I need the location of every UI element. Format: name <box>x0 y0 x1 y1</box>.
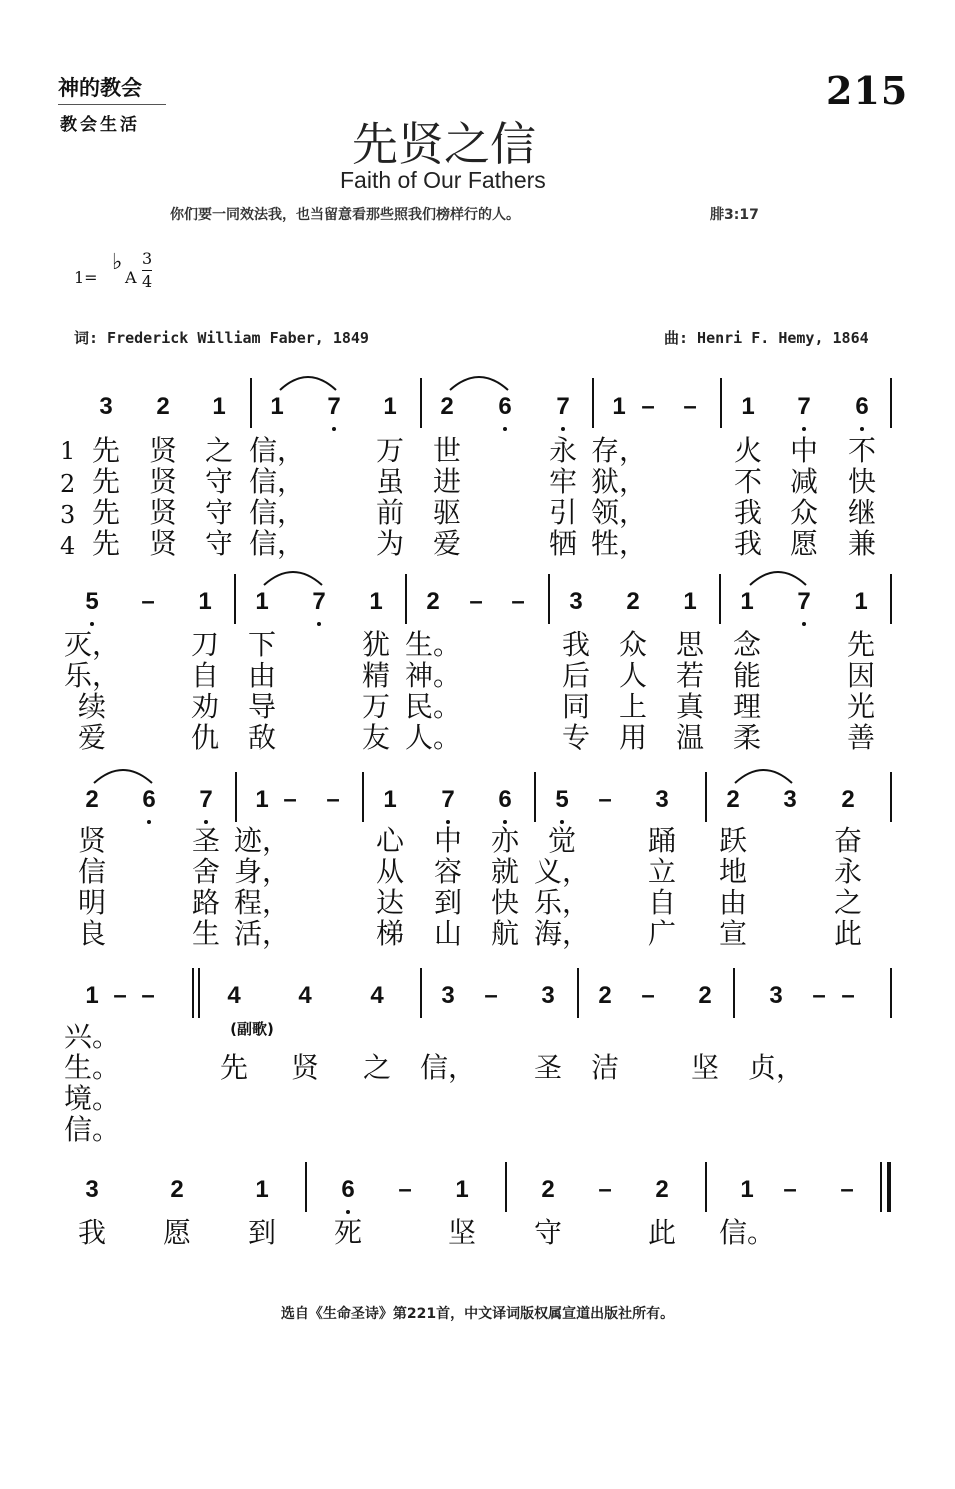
lyric-syllable: 贤 <box>148 496 178 529</box>
lyric-syllable: 我 <box>733 527 763 560</box>
lyric-syllable: 迹， <box>233 824 291 857</box>
lyric-syllable: 不 <box>733 465 763 498</box>
lyric-syllable: 信。 <box>63 1113 121 1146</box>
lyric-syllable: 从 <box>375 855 405 888</box>
note: 2 <box>655 1176 669 1203</box>
lyric-syllable: 火 <box>733 434 763 467</box>
lyric-syllable: 到 <box>433 886 463 919</box>
dash-extension: – <box>812 982 826 1009</box>
note: 5 <box>555 786 569 813</box>
dash-extension: – <box>326 786 340 813</box>
lower-octave-dot <box>802 427 806 431</box>
lyric-syllable: 狱， <box>590 465 648 498</box>
lower-octave-dot <box>90 622 94 626</box>
lyric-syllable: 之 <box>833 886 863 919</box>
lyric-syllable: 兴。 <box>63 1020 121 1053</box>
slur <box>450 377 508 390</box>
bar-line <box>548 574 550 624</box>
verse-number: 4 <box>60 532 76 560</box>
lyric-syllable: 刀 <box>190 628 220 661</box>
verse-number: 2 <box>60 470 76 498</box>
lyric-syllable: 坚 <box>447 1216 477 1249</box>
lyric-syllable: 先 <box>91 527 121 560</box>
lyric-syllable: 航 <box>490 917 520 950</box>
lyric-syllable: 柔 <box>732 721 762 754</box>
time-signature <box>142 248 152 293</box>
lyric-syllable: 犹 <box>361 628 391 661</box>
lyric-syllable: 亦 <box>490 824 520 857</box>
lyric-syllable: 存， <box>590 434 648 467</box>
note: 2 <box>598 982 612 1009</box>
note: 2 <box>541 1176 555 1203</box>
composer-credit: 曲: Henri F. Hemy, 1864 <box>664 329 869 347</box>
lyric-syllable: 贤 <box>148 465 178 498</box>
slur <box>94 770 152 783</box>
lyric-syllable: 贤 <box>77 824 107 857</box>
bar-line <box>592 378 594 428</box>
lyric-syllable: 爱 <box>432 527 462 560</box>
lyric-syllable: 路 <box>191 886 221 919</box>
lyric-syllable: 精 <box>361 659 391 692</box>
bar-line <box>887 1162 891 1212</box>
lyric-syllable: 乐， <box>63 659 121 692</box>
note: 3 <box>569 588 583 615</box>
note: 3 <box>99 393 113 420</box>
lyric-syllable: 前 <box>375 496 405 529</box>
lyric-syllable: 若 <box>675 659 705 692</box>
note: 2 <box>726 786 740 813</box>
note: 4 <box>370 982 384 1009</box>
lyric-syllable: 跃 <box>718 824 748 857</box>
note: 1 <box>683 588 697 615</box>
lyric-syllable: 达 <box>375 886 405 919</box>
lyric-syllable: 众 <box>789 496 819 529</box>
note: 3 <box>541 982 555 1009</box>
lyric-syllable: 由 <box>247 659 277 692</box>
note: 1 <box>198 588 212 615</box>
note: 1 <box>612 393 626 420</box>
dash-extension: – <box>841 982 855 1009</box>
lyric-syllable: 贤 <box>148 434 178 467</box>
lyric-syllable: 我 <box>561 628 591 661</box>
note: 1 <box>270 393 284 420</box>
bar-line <box>880 1162 882 1212</box>
bar-line <box>720 378 722 428</box>
lyric-syllable: 人 <box>618 659 648 692</box>
lyric-syllable: 信， <box>248 465 306 498</box>
category-sub: 教会生活 <box>60 115 140 135</box>
dash-extension: – <box>398 1176 412 1203</box>
note: 7 <box>556 393 570 420</box>
lyric-syllable: 立 <box>647 855 677 888</box>
dash-extension: – <box>141 588 155 615</box>
lyric-syllable: 因 <box>846 659 876 692</box>
lyric-syllable: 减 <box>789 465 819 498</box>
lyric-syllable: 续 <box>77 690 107 723</box>
bar-line <box>577 968 579 1018</box>
note: 6 <box>341 1176 355 1203</box>
slur <box>264 572 322 585</box>
lyric-syllable: 先 <box>91 496 121 529</box>
lyric-syllable: 生。 <box>404 628 462 661</box>
note: 1 <box>85 982 99 1009</box>
note: 1 <box>854 588 868 615</box>
lyric-syllable: 自 <box>190 659 220 692</box>
dash-extension: – <box>641 393 655 420</box>
bar-line <box>505 1162 507 1212</box>
lyric-syllable: 众 <box>618 628 648 661</box>
lyric-syllable: 中 <box>789 434 819 467</box>
bar-line <box>733 968 735 1018</box>
lyric-syllable: 引 <box>548 496 578 529</box>
bar-line <box>890 772 892 822</box>
lyric-syllable: 先 <box>219 1051 249 1084</box>
lyric-syllable: 后 <box>561 659 591 692</box>
flat-sign-icon: ♭ <box>112 250 123 275</box>
lower-octave-dot <box>332 427 336 431</box>
dash-extension: – <box>283 786 297 813</box>
lower-octave-dot <box>147 820 151 824</box>
note: 1 <box>383 786 397 813</box>
lyric-syllable: 洁 <box>590 1051 620 1084</box>
note: 7 <box>797 393 811 420</box>
lyric-syllable: 宣 <box>718 917 748 950</box>
lyric-syllable: 牢 <box>548 465 578 498</box>
lyric-syllable: 信， <box>248 434 306 467</box>
lyric-syllable: 念 <box>732 628 762 661</box>
note: 3 <box>441 982 455 1009</box>
lyric-syllable: 圣 <box>191 824 221 857</box>
lyric-syllable: 为 <box>375 527 405 560</box>
verse-number: 3 <box>60 501 76 529</box>
lyric-syllable: 奋 <box>833 824 863 857</box>
note: 2 <box>841 786 855 813</box>
bar-line <box>362 772 364 822</box>
lyric-syllable: 民。 <box>404 690 462 723</box>
bar-line <box>234 574 236 624</box>
lower-octave-dot <box>561 427 565 431</box>
dash-extension: – <box>683 393 697 420</box>
lyric-syllable: 敌 <box>247 721 277 754</box>
lyric-syllable: 善 <box>846 721 876 754</box>
key-note: A <box>125 268 137 287</box>
lyric-syllable: 活， <box>233 917 291 950</box>
lyric-syllable: 贤 <box>148 527 178 560</box>
note: 2 <box>698 982 712 1009</box>
copyright-footer: 选自《生命圣诗》第221首，中文译词版权属宣道出版社所有。 <box>280 1306 675 1322</box>
note: 1 <box>369 588 383 615</box>
bar-line <box>405 574 407 624</box>
lyric-syllable: 能 <box>732 659 762 692</box>
lyric-syllable: 同 <box>561 690 591 723</box>
lyric-syllable: 兼 <box>847 527 877 560</box>
lyric-syllable: 容 <box>433 855 463 888</box>
lyric-syllable: 守 <box>204 527 234 560</box>
note: 6 <box>498 786 512 813</box>
bar-line <box>719 574 721 624</box>
lower-octave-dot <box>802 622 806 626</box>
category-main: 神的教会 <box>58 75 142 100</box>
lyric-syllable: 仇 <box>190 721 220 754</box>
lyric-syllable: 理 <box>732 690 762 723</box>
note: 2 <box>440 393 454 420</box>
lyric-syllable: 先 <box>91 465 121 498</box>
lyric-syllable: 自 <box>647 886 677 919</box>
lyric-syllable: 到 <box>247 1216 277 1249</box>
lyric-syllable: 心 <box>375 824 405 857</box>
lyric-syllable: 此 <box>833 917 863 950</box>
lyric-syllable: 此 <box>647 1216 677 1249</box>
note: 1 <box>455 1176 469 1203</box>
bar-line <box>420 968 422 1018</box>
lower-octave-dot <box>860 427 864 431</box>
lyric-syllable: 之 <box>362 1051 392 1084</box>
lyric-syllable: 死 <box>333 1216 363 1249</box>
lyric-syllable: 守 <box>204 496 234 529</box>
lyric-syllable: 信， <box>419 1051 477 1084</box>
lyric-syllable: 踊 <box>647 824 677 857</box>
lyric-syllable: 信。 <box>718 1216 776 1249</box>
lyric-syllable: 之 <box>204 434 234 467</box>
bar-line <box>198 968 200 1018</box>
note: 1 <box>255 588 269 615</box>
bar-line <box>235 772 237 822</box>
lyric-syllable: 乐， <box>533 886 591 919</box>
note: 2 <box>156 393 170 420</box>
note: 2 <box>626 588 640 615</box>
note: 5 <box>85 588 99 615</box>
lyric-syllable: 先 <box>846 628 876 661</box>
note: 6 <box>855 393 869 420</box>
lyric-syllable: 快 <box>847 465 877 498</box>
dash-extension: – <box>840 1176 854 1203</box>
bar-line <box>305 1162 307 1212</box>
bar-line <box>250 378 252 428</box>
bar-line <box>534 772 536 822</box>
lyric-syllable: 愿 <box>789 527 819 560</box>
bar-line <box>890 378 892 428</box>
note: 6 <box>142 786 156 813</box>
dash-extension: – <box>113 982 127 1009</box>
note: 7 <box>441 786 455 813</box>
dash-extension: – <box>511 588 525 615</box>
note: 2 <box>170 1176 184 1203</box>
lyric-syllable: 永 <box>548 434 578 467</box>
note: 7 <box>312 588 326 615</box>
lyric-syllable: 山 <box>433 917 463 950</box>
note: 1 <box>383 393 397 420</box>
lyric-syllable: 生 <box>191 917 221 950</box>
note: 1 <box>740 588 754 615</box>
lower-octave-dot <box>503 427 507 431</box>
lyricist-credit: 词: Frederick William Faber, 1849 <box>74 329 369 347</box>
lyric-syllable: 快 <box>490 886 520 919</box>
lyric-syllable: 梯 <box>375 917 405 950</box>
lyric-syllable: 虽 <box>375 465 405 498</box>
lyric-syllable: 坚 <box>690 1051 720 1084</box>
note: 1 <box>255 786 269 813</box>
lyric-syllable: 地 <box>718 855 748 888</box>
note: 2 <box>426 588 440 615</box>
lyric-syllable: 愿 <box>162 1216 192 1249</box>
note: 3 <box>769 982 783 1009</box>
lyric-syllable: 进 <box>432 465 462 498</box>
lyric-syllable: 生。 <box>63 1051 121 1084</box>
lyric-syllable: 良 <box>77 917 107 950</box>
scripture-verse: 你们要一同效法我，也当留意看那些照我们榜样行的人。 <box>170 207 520 223</box>
lyric-syllable: 境。 <box>63 1082 121 1115</box>
dash-extension: – <box>469 588 483 615</box>
lyric-syllable: 上 <box>618 690 648 723</box>
lyric-syllable: 世 <box>432 434 462 467</box>
hymn-title: 先贤之信 <box>352 117 536 171</box>
refrain-label: (副歌) <box>230 1020 274 1038</box>
note: 6 <box>498 393 512 420</box>
lyric-syllable: 程， <box>233 886 291 919</box>
lyric-syllable: 明 <box>77 886 107 919</box>
note: 4 <box>227 982 241 1009</box>
lyric-syllable: 牺 <box>548 527 578 560</box>
slur <box>750 572 806 585</box>
time-signature-top: 3 <box>142 249 153 268</box>
lyric-syllable: 信， <box>248 527 306 560</box>
lyric-syllable: 继 <box>847 496 877 529</box>
lyric-syllable: 广 <box>647 917 677 950</box>
lyric-syllable: 我 <box>77 1216 107 1249</box>
lyric-syllable: 劝 <box>190 690 220 723</box>
lyric-syllable: 不 <box>847 434 877 467</box>
note: 7 <box>327 393 341 420</box>
hymn-number: 215 <box>826 68 909 113</box>
lyric-syllable: 身， <box>233 855 291 888</box>
lyric-syllable: 贤 <box>290 1051 320 1084</box>
lyric-syllable: 专 <box>561 721 591 754</box>
lyric-syllable: 贞， <box>747 1051 805 1084</box>
bar-line <box>705 772 707 822</box>
lyric-syllable: 驱 <box>432 496 462 529</box>
lyric-syllable: 友 <box>361 721 391 754</box>
dash-extension: – <box>783 1176 797 1203</box>
lyric-syllable: 舍 <box>191 855 221 888</box>
lyric-syllable: 海， <box>533 917 591 950</box>
lyric-syllable: 义， <box>533 855 591 888</box>
verse-number: 1 <box>60 437 76 465</box>
slur <box>280 377 336 390</box>
time-signature-bottom: 4 <box>142 272 153 291</box>
lyric-syllable: 领， <box>590 496 648 529</box>
lyric-syllable: 信， <box>248 496 306 529</box>
note: 1 <box>212 393 226 420</box>
key-prefix: 1= <box>74 268 98 287</box>
slur <box>735 770 792 783</box>
bar-line <box>705 1162 707 1212</box>
lyric-syllable: 人。 <box>404 721 462 754</box>
lyric-syllable: 下 <box>247 628 277 661</box>
hymn-title-english: Faith of Our Fathers <box>340 167 546 193</box>
note: 1 <box>741 393 755 420</box>
dash-extension: – <box>598 786 612 813</box>
dash-extension: – <box>141 982 155 1009</box>
dash-extension: – <box>598 1176 612 1203</box>
note: 3 <box>655 786 669 813</box>
note: 7 <box>797 588 811 615</box>
lyric-syllable: 导 <box>247 690 277 723</box>
bar-line <box>420 378 422 428</box>
lyric-syllable: 万 <box>361 690 391 723</box>
bar-line <box>192 968 194 1018</box>
lyric-syllable: 爱 <box>77 721 107 754</box>
lyric-syllable: 用 <box>618 721 648 754</box>
lyric-syllable: 思 <box>675 628 705 661</box>
lyric-syllable: 真 <box>675 690 705 723</box>
lower-octave-dot <box>317 622 321 626</box>
lyric-syllable: 守 <box>204 465 234 498</box>
note: 3 <box>85 1176 99 1203</box>
category-divider <box>58 104 166 105</box>
lyric-syllable: 信 <box>77 855 107 888</box>
lyric-syllable: 我 <box>733 496 763 529</box>
lyric-syllable: 光 <box>846 690 876 723</box>
lyric-syllable: 由 <box>718 886 748 919</box>
lyric-syllable: 中 <box>433 824 463 857</box>
lyric-syllable: 温 <box>675 721 705 754</box>
note: 2 <box>85 786 99 813</box>
note: 1 <box>740 1176 754 1203</box>
lyric-syllable: 圣 <box>533 1051 563 1084</box>
note: 1 <box>255 1176 269 1203</box>
lyric-syllable: 牲， <box>590 527 648 560</box>
dash-extension: – <box>641 982 655 1009</box>
scripture-reference: 腓3:17 <box>710 207 759 223</box>
lyric-syllable: 灭， <box>63 628 121 661</box>
lyric-syllable: 守 <box>533 1216 563 1249</box>
lyric-syllable: 先 <box>91 434 121 467</box>
lyric-syllable: 就 <box>490 855 520 888</box>
bar-line <box>890 968 892 1018</box>
lyric-syllable: 永 <box>833 855 863 888</box>
lyric-syllable: 万 <box>375 434 405 467</box>
lyric-syllable: 觉 <box>547 824 577 857</box>
dash-extension: – <box>484 982 498 1009</box>
note: 3 <box>783 786 797 813</box>
note: 4 <box>298 982 312 1009</box>
bar-line <box>890 574 892 624</box>
lyric-syllable: 神。 <box>404 659 462 692</box>
note: 7 <box>199 786 213 813</box>
lower-octave-dot <box>346 1210 350 1214</box>
